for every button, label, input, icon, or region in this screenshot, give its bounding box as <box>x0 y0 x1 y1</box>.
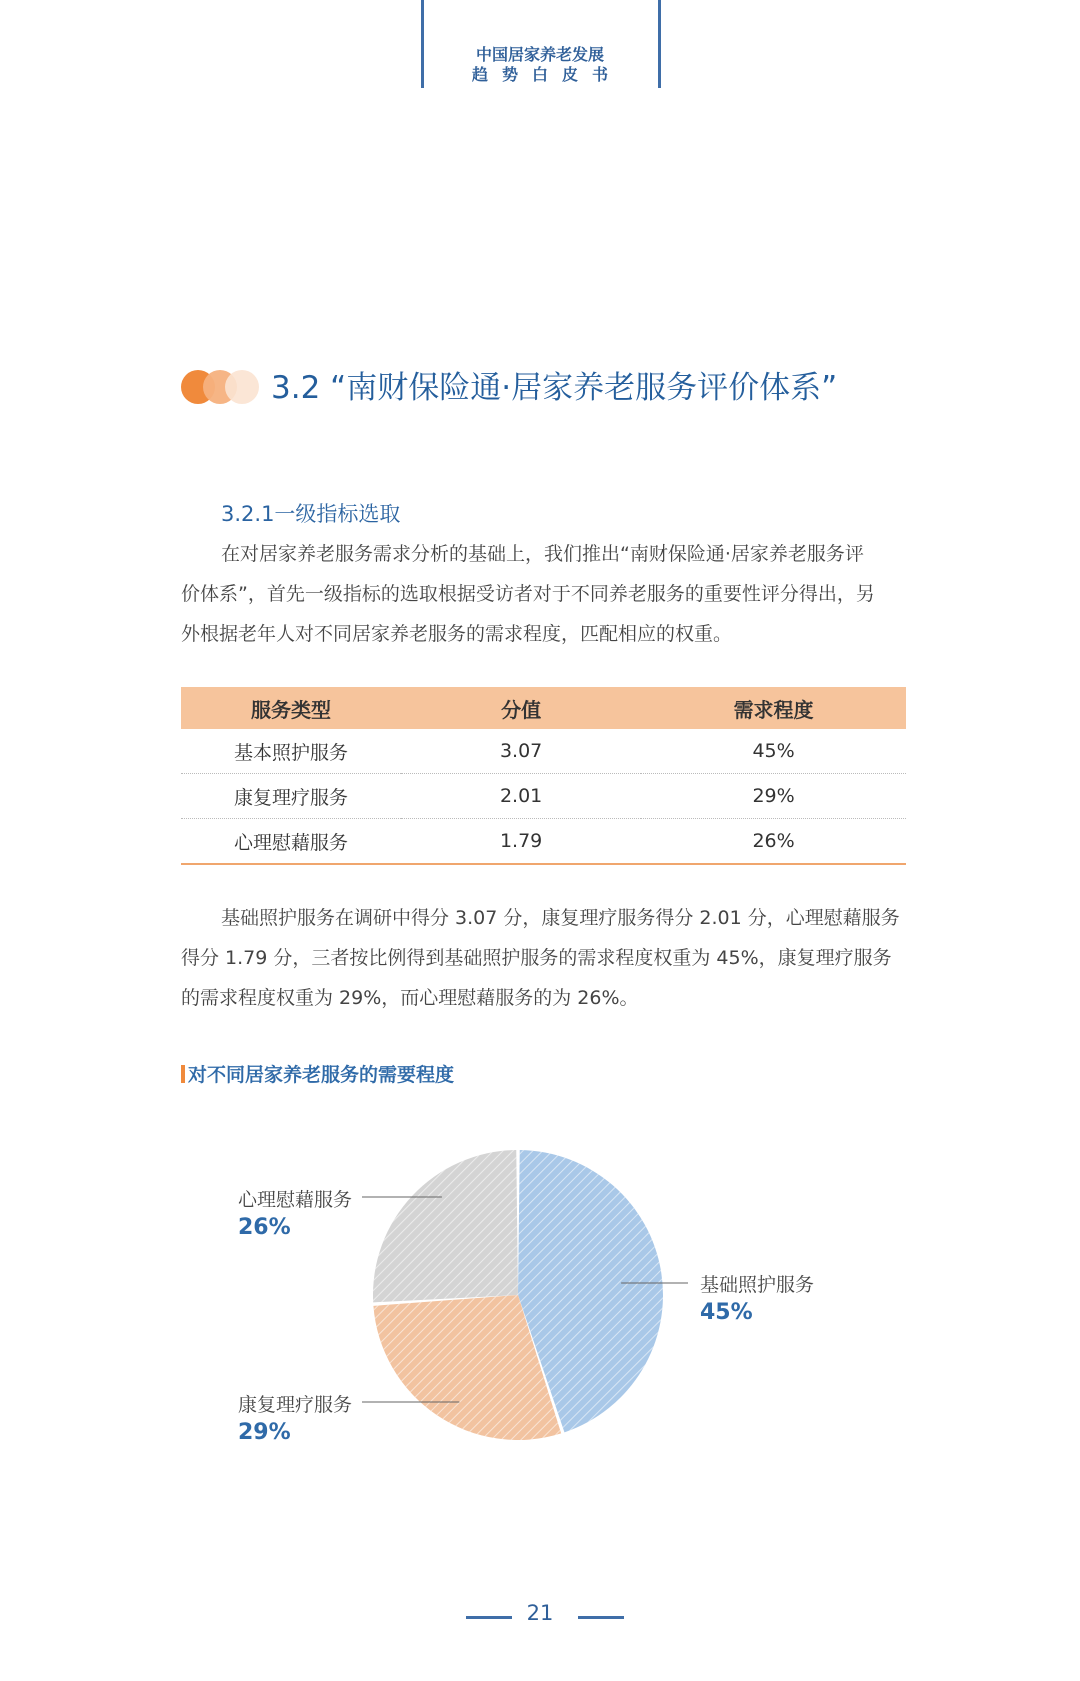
table-cell: 康复理疗服务 <box>181 774 401 819</box>
table-cell: 2.01 <box>401 774 641 819</box>
slice-label-name: 基础照护服务 <box>700 1274 815 1296</box>
table-header: 需求程度 <box>641 687 906 729</box>
page-rule-left <box>466 1616 512 1619</box>
pie-slice-hatch <box>373 1150 518 1302</box>
paragraph-line: 基础照护服务在调研中得分 3.07 分，康复理疗服务得分 2.01 分，心理慰藉服务 <box>221 907 900 929</box>
table-cell: 基本照护服务 <box>181 729 401 774</box>
page-number: 21 <box>526 1601 554 1625</box>
paragraph-line: 外根据老年人对不同居家养老服务的需求程度，匹配相应的权重。 <box>181 623 733 645</box>
paragraph-line: 得分 1.79 分，三者按比例得到基础照护服务的需求程度权重为 45%，康复理疗服务 <box>181 947 892 969</box>
paragraph-line: 在对居家养老服务需求分析的基础上，我们推出“南财保险通·居家养老服务评 <box>221 543 864 565</box>
table-cell: 45% <box>641 729 906 774</box>
header-line1: 中国居家养老发展 <box>475 45 604 64</box>
table-header: 服务类型 <box>181 687 401 729</box>
header-line2: 趋势白皮书 <box>471 65 622 84</box>
subsection-title: 3.2.1一级指标选取 <box>221 502 401 526</box>
section-title: 3.2 “南财保险通·居家养老服务评价体系” <box>271 370 838 406</box>
table-cell: 心理慰藉服务 <box>181 819 401 865</box>
slice-label-value: 29% <box>238 1420 291 1445</box>
page-rule-right <box>578 1616 624 1619</box>
table-cell: 3.07 <box>401 729 641 774</box>
table-cell: 29% <box>641 774 906 819</box>
paragraph-line: 的需求程度权重为 29%，而心理慰藉服务的为 26%。 <box>181 987 639 1009</box>
figure-title-text: 对不同居家养老服务的需要程度 <box>188 1064 455 1086</box>
table-cell: 1.79 <box>401 819 641 865</box>
slice-label-value: 45% <box>700 1300 753 1325</box>
slice-label-name: 心理慰藉服务 <box>238 1189 353 1211</box>
table-header: 分值 <box>401 687 641 729</box>
table-cell: 26% <box>641 819 906 865</box>
slice-label-value: 26% <box>238 1215 291 1240</box>
slice-label-name: 康复理疗服务 <box>238 1394 353 1416</box>
paragraph-line: 价体系”，首先一级指标的选取根据受访者对于不同养老服务的重要性评分得出，另 <box>181 583 875 605</box>
